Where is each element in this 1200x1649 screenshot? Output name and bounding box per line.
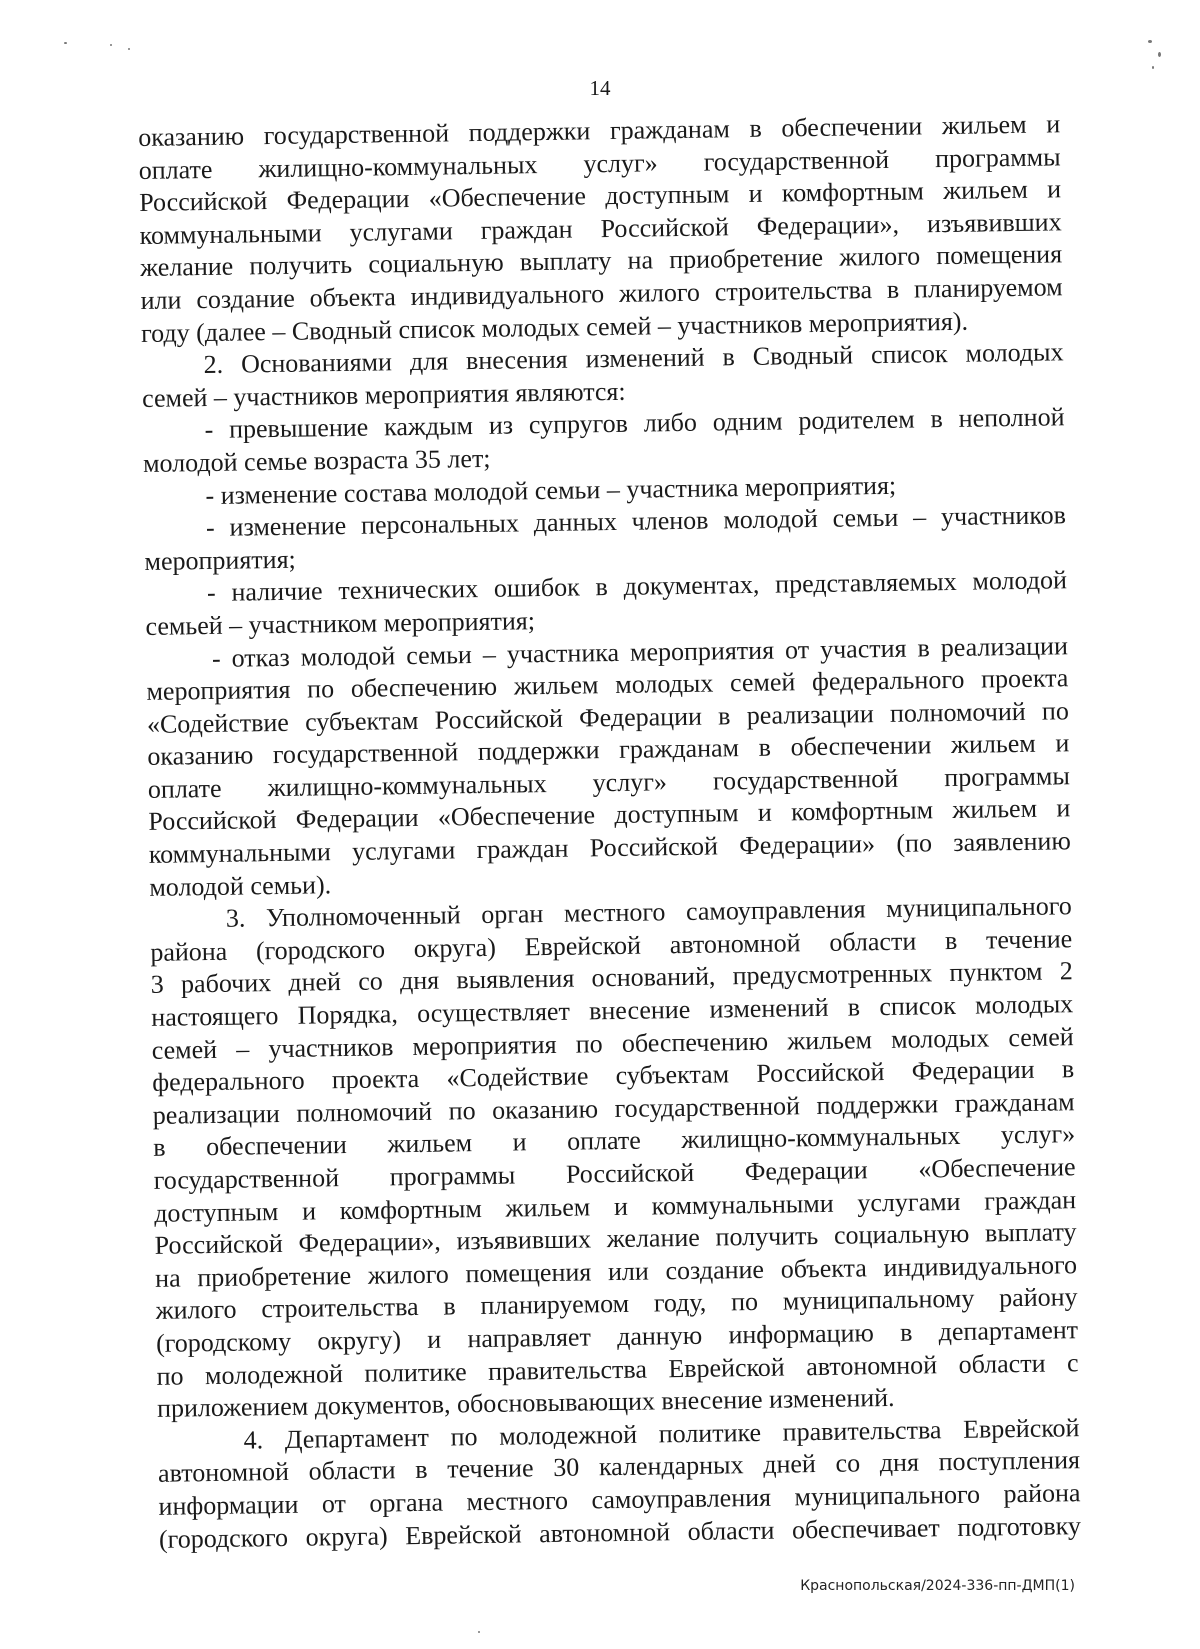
text-line: мероприятия;	[144, 544, 296, 576]
list-item-first-line: - изменение персональных данных членов молодой семьи – участников	[205, 500, 1067, 543]
list-item-first-line: - отказ молодой семьи – участника мероприятия от участия в реализации	[211, 630, 1069, 673]
paragraph-first-line: 2. Основаниями для внесения изменений в Сводный список молодых	[203, 337, 1064, 380]
text-line: оказанию государственной поддержки гражданам в обеспечении жильем и	[138, 109, 1061, 152]
scan-speck	[1158, 52, 1161, 57]
scan-speck	[478, 1631, 480, 1633]
paragraph-first-line: 4. Департамент по молодежной политике правительства Еврейской	[243, 1412, 1080, 1455]
page-number: 14	[589, 76, 611, 100]
text-line: семей – участников мероприятия по обеспечению жильем молодых семей	[151, 1021, 1074, 1065]
scan-speck	[128, 48, 130, 50]
text-line: году (далее – Сводный список молодых семей – участников мероприятия).	[140, 306, 969, 348]
text-line: мероприятия по обеспечению жильем молодых семей федерального проекта	[146, 663, 1069, 707]
scan-speck	[1152, 66, 1154, 69]
paragraph-first-line: 3. Уполномоченный орган местного самоуправления муниципального	[225, 891, 1072, 934]
text-line: «Содействие субъектам Российской Федерации в реализации полномочий по	[146, 695, 1070, 739]
scan-speck	[1148, 40, 1152, 43]
text-line: оказанию государственной поддержки гражданам в обеспечении жильем и	[147, 728, 1070, 772]
text-line: (городскому округу) и направляет данную информацию в департамент	[155, 1315, 1079, 1358]
text-line: семей – участников мероприятия являются:	[141, 376, 626, 413]
text-line: коммунальными услугами граждан Российской Федерации» (по заявлению	[148, 826, 1071, 869]
text-line: по молодежной политике правительства Еврейской автономной области с	[156, 1347, 1079, 1391]
text-line: молодой семье возраста 35 лет;	[142, 443, 491, 478]
scan-speck	[64, 42, 67, 44]
text-line: настоящего Порядка, осуществляет внесение изменений в список молодых	[151, 989, 1074, 1032]
list-item-first-line: - превышение каждым из супругов либо одним родителем в неполной	[204, 402, 1065, 445]
text-line: 3 рабочих дней со дня выявления оснований, предусмотренных пунктом 2	[150, 956, 1073, 1000]
scan-speck	[110, 44, 112, 46]
text-line: района (городского округа) Еврейской автономной области в течение	[150, 924, 1073, 967]
text-line: Российской Федерации», изъявивших желание получить социальную выплату	[154, 1217, 1077, 1261]
text-line: оплате жилищно-коммунальных услуг» государственной программы	[138, 141, 1061, 185]
text-line: федерального проекта «Содействие субъектам Российской Федерации в	[152, 1054, 1075, 1098]
text-line: реализации полномочий по оказанию государственной поддержки гражданам	[152, 1087, 1075, 1130]
text-line: желание получить социальную выплату на приобретение жилого помещения	[139, 239, 1063, 283]
text-line: автономной области в течение 30 календарных дней со дня поступления	[157, 1445, 1081, 1489]
text-line: государственной программы Российской Федерации «Обеспечение	[153, 1152, 1076, 1195]
document-body	[138, 108, 1081, 1556]
text-line: Российской Федерации «Обеспечение доступным и комфортным жильем и	[138, 174, 1062, 218]
text-line: (городского округа) Еврейской автономной области обеспечивает подготовку	[158, 1510, 1082, 1554]
text-line: оплате жилищно-коммунальных услуг» государственной программы	[147, 761, 1071, 804]
text-line: жилого строительства в планируемом году, по муниципальному району	[155, 1282, 1078, 1326]
text-line: семьей – участником мероприятия;	[145, 606, 536, 641]
text-line: информации от органа местного самоуправления муниципального района	[158, 1478, 1081, 1521]
text-line: приложением документов, обосновывающих внесение изменений.	[156, 1383, 895, 1424]
list-item-first-line: - изменение состава молодой семьи – участника мероприятия;	[205, 470, 897, 510]
text-line: в обеспечении жильем и оплате жилищно-коммунальных услуг»	[153, 1119, 1076, 1163]
text-line: или создание объекта индивидуального жилого строительства в планируемом	[140, 272, 1063, 315]
text-line: на приобретение жилого помещения или создание объекта индивидуального	[154, 1249, 1078, 1293]
text-line: молодой семьи).	[149, 869, 332, 902]
document-footer-code: Краснопольская/2024-336-пп-ДМП(1)	[800, 1578, 1075, 1594]
text-line: коммунальными услугами граждан Российской Федерации», изъявивших	[139, 207, 1062, 250]
text-line: Российской Федерации «Обеспечение доступным и комфортным жильем и	[148, 793, 1071, 837]
list-item-first-line: - наличие технических ошибок в документах, представляемых молодой	[206, 565, 1068, 608]
text-line: доступным и комфортным жильем и коммунальными услугами граждан	[153, 1184, 1077, 1228]
